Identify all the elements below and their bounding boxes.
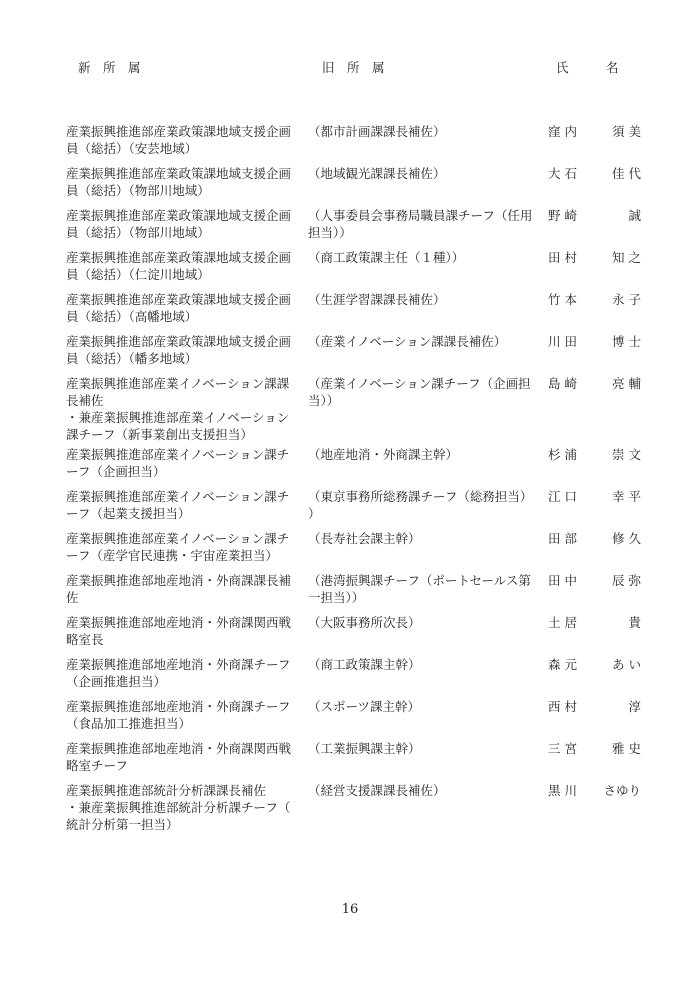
given-name: 修 久 [612,531,641,546]
surname: 川 田 [548,334,577,349]
given-name: 亮 輔 [612,376,641,391]
surname: 島 崎 [548,376,577,391]
given-name: あ い [612,657,641,672]
new-affiliation: 産業振興推進部産業政策課地域支援企画 員（総括）（安芸地域） [66,124,292,156]
surname: 田 部 [548,531,577,546]
table-row [66,740,656,780]
surname: 田 村 [548,250,577,265]
old-affiliation: （東京事務所総務課チーフ（総務担当） ） [308,489,533,521]
old-affiliation: （地産地消・外商課主幹） [308,447,459,462]
given-name: 佳 代 [612,166,641,181]
surname: 西 村 [548,699,577,714]
surname: 黒 川 [548,783,577,798]
table-row [66,123,656,163]
given-name: 誠 [628,208,641,223]
given-name: 永 子 [612,292,641,307]
table-row [66,446,656,486]
old-affiliation: （スポーツ課主幹） [308,699,421,714]
new-affiliation: 産業振興推進部地産地消・外商課チーフ （食品加工推進担当） [66,699,291,731]
old-affiliation: （長寿社会課主幹） [308,531,421,546]
new-affiliation: 産業振興推進部地産地消・外商課課長補 佐 [66,573,292,605]
surname: 土 居 [548,615,577,630]
given-name: 崇 文 [612,447,641,462]
surname: 杉 浦 [548,447,577,462]
surname: 田 中 [548,573,577,588]
new-affiliation: 産業振興推進部産業政策課地域支援企画 員（総括）（物部川地域） [66,166,292,198]
old-affiliation: （港湾振興課チーフ（ポートセールス第 一担当）） [308,573,531,605]
table-row [66,572,656,612]
table-row [66,291,656,331]
old-affiliation: （工業振興課主幹） [308,741,421,756]
new-affiliation: 産業振興推進部地産地消・外商課関西戦 略室チーフ [66,741,292,773]
table-row [66,333,656,373]
new-affiliation: 産業振興推進部地産地消・外商課関西戦 略室長 [66,615,292,647]
new-affiliation: 産業振興推進部産業イノベーション課チ ーフ（産学官民連携・宇宙産業担当） [66,531,290,563]
old-affiliation: （人事委員会事務局職員課チーフ（任用 担当）） [308,208,533,240]
surname: 窪 内 [548,124,577,139]
given-name: 辰 弥 [612,573,641,588]
new-affiliation: 産業振興推進部地産地消・外商課チーフ （企画推進担当） [66,657,291,689]
table-row [66,249,656,289]
new-affiliation: 産業振興推進部産業政策課地域支援企画 員（総括）（仁淀川地域） [66,250,292,282]
given-name: 貴 [628,615,641,630]
header-name: 氏 名 [556,60,619,75]
given-name: 淳 [628,699,641,714]
given-name: 幸 平 [612,489,641,504]
given-name: 知 之 [612,250,641,265]
new-affiliation: 産業振興推進部産業政策課地域支援企画 員（総括）（物部川地域） [66,208,292,240]
new-affiliation: 産業振興推進部統計分析課課長補佐 ・兼産業振興推進部統計分析課チーフ（ 統計分析第一担当） [66,783,291,832]
header-new-affiliation: 新 所 属 [78,60,141,75]
table-row [66,488,656,528]
surname: 竹 本 [548,292,577,307]
given-name: 博 士 [612,334,641,349]
old-affiliation: （産業イノベーション課課長補佐） [308,334,507,349]
new-affiliation: 産業振興推進部産業イノベーション課チ ーフ（起業支援担当） [66,489,290,521]
table-row [66,782,656,832]
header-old-affiliation: 旧 所 属 [322,60,385,75]
table-row [66,207,656,247]
surname: 三 宮 [548,741,577,756]
old-affiliation: （経営支援課課長補佐） [308,783,446,798]
surname: 森 元 [548,657,577,672]
new-affiliation: 産業振興推進部産業イノベーション課課 長補佐 ・兼産業振興推進部産業イノベーション 課チーフ（新事業創出支援担当） [66,376,290,442]
given-name: 須 美 [612,124,641,139]
old-affiliation: （地域観光課課長補佐） [308,166,446,181]
surname: 大 石 [548,166,577,181]
table-row [66,656,656,696]
surname: 江 口 [548,489,577,504]
given-name: 雅 史 [612,741,641,756]
table-row [66,614,656,654]
table-row [66,375,656,442]
old-affiliation: （商工政策課主幹） [308,657,421,672]
old-affiliation: （大阪事務所次長） [308,615,421,630]
old-affiliation: （都市計画課課長補佐） [308,124,446,139]
new-affiliation: 産業振興推進部産業イノベーション課チ ーフ（企画担当） [66,447,290,479]
table-row [66,165,656,205]
new-affiliation: 産業振興推進部産業政策課地域支援企画 員（総括）（幡多地域） [66,334,292,366]
given-name: さゆり [603,783,641,798]
old-affiliation: （商工政策課主任（１種）） [308,250,465,265]
surname: 野 崎 [548,208,577,223]
old-affiliation: （産業イノベーション課チーフ（企画担 当）） [308,376,531,408]
old-affiliation: （生涯学習課課長補佐） [308,292,446,307]
table-row [66,530,656,570]
table-row [66,698,656,738]
page-number: 16 [341,902,359,917]
new-affiliation: 産業振興推進部産業政策課地域支援企画 員（総括）（高幡地域） [66,292,292,324]
